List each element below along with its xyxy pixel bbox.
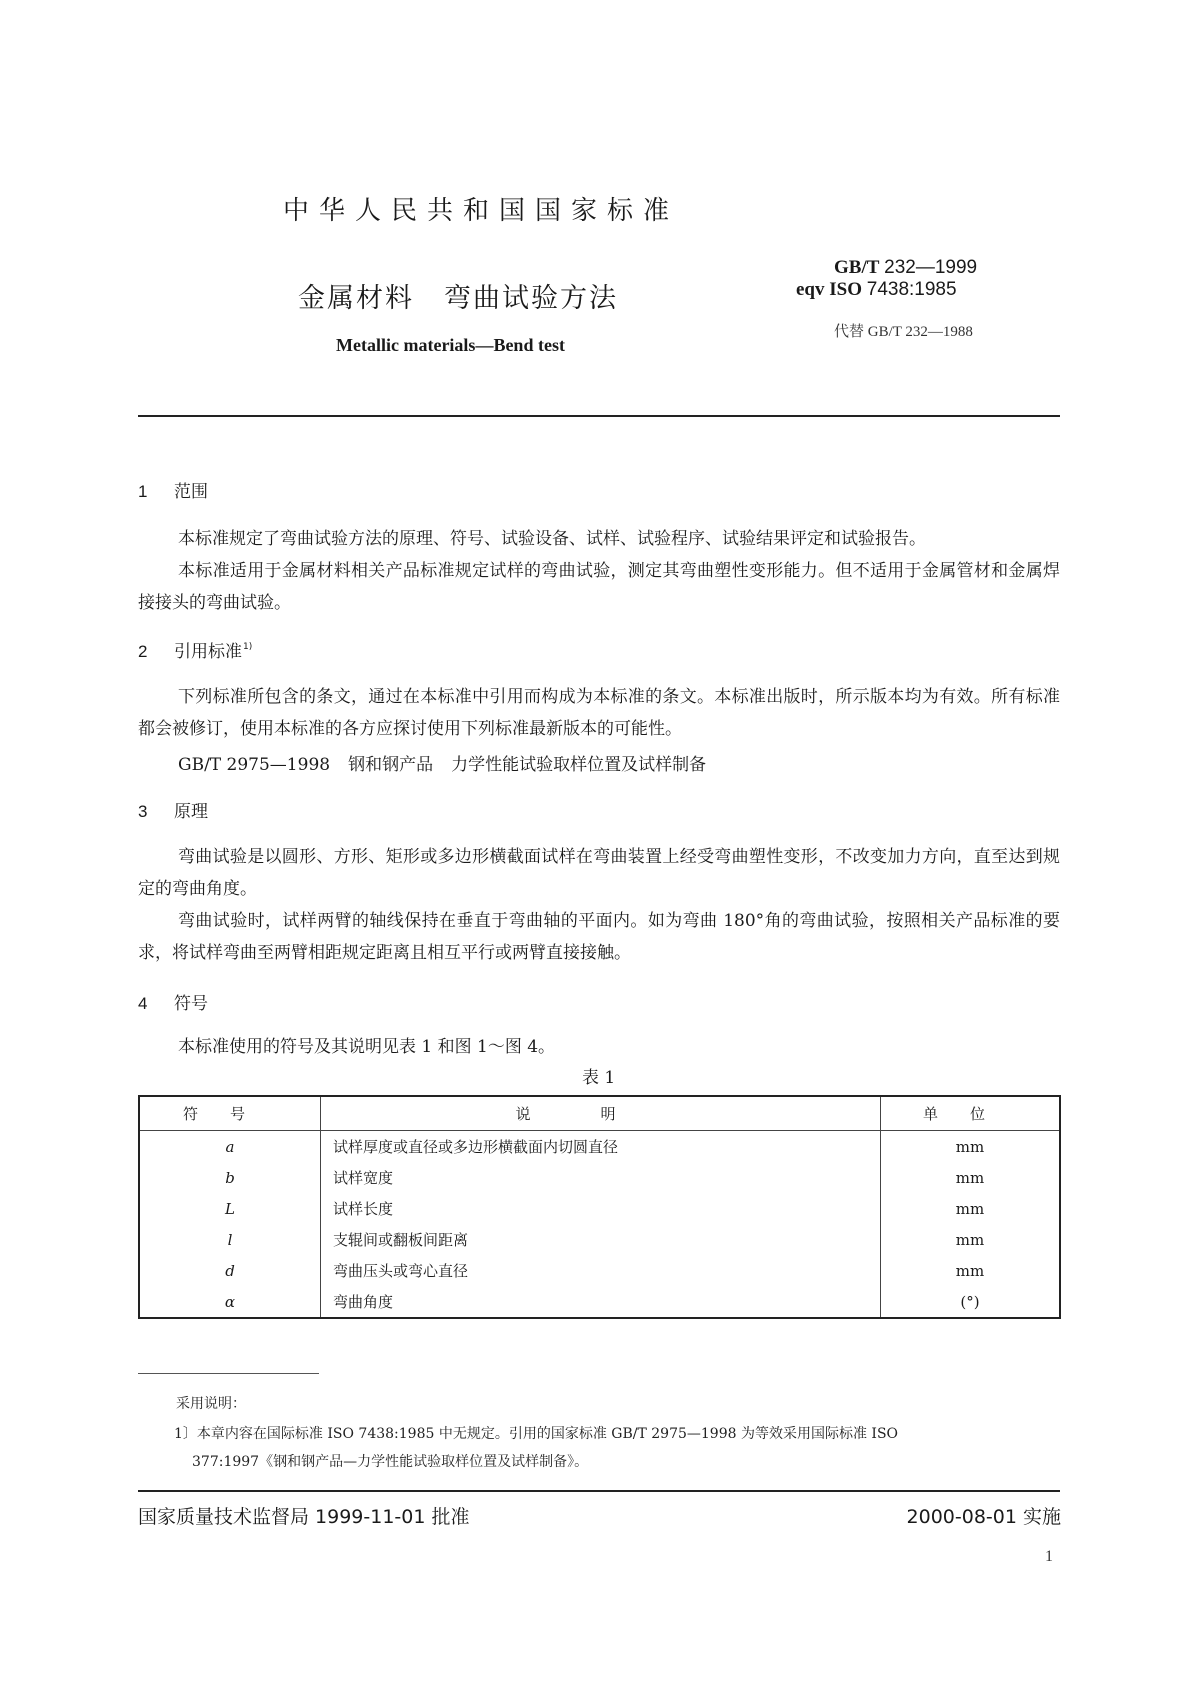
description-cell: 试样厚度或直径或多边形横截面内切圆直径 [321,1131,881,1163]
section-title: 原理 [174,802,208,822]
standard-number [834,257,977,279]
section-2-heading [138,637,252,662]
standard-code: 232—1999 [884,257,978,278]
equivalent-standard [796,279,957,301]
section-number: 4 [138,994,148,1013]
unit-cell: mm [881,1162,1061,1193]
section-title: 符号 [174,994,208,1014]
section-number: 3 [138,802,148,821]
symbol-cell: L [225,1199,235,1218]
unit-cell: mm [881,1193,1061,1224]
section-1-paragraph-2: 本标准适用于金属材料相关产品标准规定试样的弯曲试验，测定其弯曲塑性变形能力。但不适用于金属管材和金属焊接接头的弯曲试验。 [138,561,1060,613]
footnote-line-1: 1〕本章内容在国际标准 ISO 7438:1985 中无规定。引用的国家标准 GB/T 2975—1998 为等效采用国际标准 ISO [174,1426,899,1442]
symbol-cell: α [224,1292,236,1311]
standard-prefix: GB/T [834,257,880,278]
document-title-en: Metallic materials—Bend test [336,335,565,355]
section-3-paragraph-2: 弯曲试验时，试样两臂的轴线保持在垂直于弯曲轴的平面内。如为弯曲 180°角的弯曲试验，按照相关产品标准的要求，将试样弯曲至两臂相距规定距离且相互平行或两臂直接接触。 [138,911,1060,963]
national-standard-title: 中华人民共和国国家标准 [283,196,680,226]
table-row [139,1286,1060,1318]
footnote-marker[interactable]: 1) [243,642,253,652]
footnote-line-2: 377:1997《钢和钢产品—力学性能试验取样位置及试样制备》。 [192,1454,589,1470]
replaces-standard: 代替 GB/T 232—1988 [834,324,973,340]
section-2-paragraph-1: 下列标准所包含的条文，通过在本标准中引用而构成为本标准的条文。本标准出版时，所示版本均为有效。所有标准都会被修订，使用本标准的各方应探讨使用下列标准最新版本的可能性。 [138,687,1060,739]
footer-divider [138,1490,1060,1492]
section-3-heading [138,797,208,822]
effective-date: 2000-08-01 实施 [906,1506,1061,1528]
symbol-cell: a [225,1137,235,1156]
section-title: 范围 [174,482,208,502]
page-number: 1 [1045,1548,1053,1565]
header-divider [138,415,1060,417]
header-unit: 单位 [881,1096,1061,1131]
section-4-heading [138,989,208,1014]
unit-cell: mm [881,1131,1061,1163]
section-4-paragraph-1: 本标准使用的符号及其说明见表 1 和图 1～图 4。 [178,1037,556,1057]
normative-reference [178,750,706,775]
document-title-cn [298,276,618,315]
iso-prefix: ISO [829,279,862,300]
footnote-body [174,1420,1064,1476]
table-row [139,1255,1060,1286]
table-row [139,1193,1060,1224]
eqv-prefix: eqv [796,279,825,300]
table-row [139,1224,1060,1255]
section-number: 1 [138,482,148,501]
unit-cell: mm [881,1255,1061,1286]
footnote-title: 采用说明： [176,1396,246,1412]
title-part-1: 金属材料 [298,283,414,314]
section-title: 引用标准 [174,642,242,662]
symbols-table [138,1095,1061,1319]
unit-cell: mm [881,1224,1061,1255]
unit-cell: (°) [881,1286,1061,1318]
symbol-cell: d [225,1261,235,1280]
iso-code: 7438:1985 [866,279,957,300]
table-row [139,1162,1060,1193]
section-3-paragraph-1: 弯曲试验是以圆形、方形、矩形或多边形横截面试样在弯曲装置上经受弯曲塑性变形，不改变加力方向，直至达到规定的弯曲角度。 [138,847,1060,899]
section-number: 2 [138,642,148,661]
footnote-divider [138,1373,319,1374]
table-caption: 表 1 [582,1068,616,1088]
reference-code: GB/T 2975—1998 [178,755,331,775]
description-cell: 弯曲角度 [321,1286,881,1318]
symbol-cell: l [227,1230,233,1249]
description-cell: 试样长度 [321,1193,881,1224]
section-1-paragraph-1: 本标准规定了弯曲试验方法的原理、符号、试验设备、试样、试验程序、试验结果评定和试验报告。 [178,529,926,549]
symbol-cell: b [225,1168,235,1187]
description-cell: 试样宽度 [321,1162,881,1193]
table-row [139,1131,1060,1163]
approval-date: 国家质量技术监督局 1999-11-01 批准 [138,1506,470,1528]
description-cell: 支辊间或翻板间距离 [321,1224,881,1255]
header-description: 说明 [321,1096,881,1131]
reference-title-a: 钢和钢产品 [348,755,434,775]
table-header-row [139,1096,1060,1131]
header-symbol: 符号 [139,1096,321,1131]
description-cell: 弯曲压头或弯心直径 [321,1255,881,1286]
title-part-2: 弯曲试验方法 [444,283,618,314]
reference-title-b: 力学性能试验取样位置及试样制备 [451,755,707,775]
section-1-heading [138,477,208,502]
